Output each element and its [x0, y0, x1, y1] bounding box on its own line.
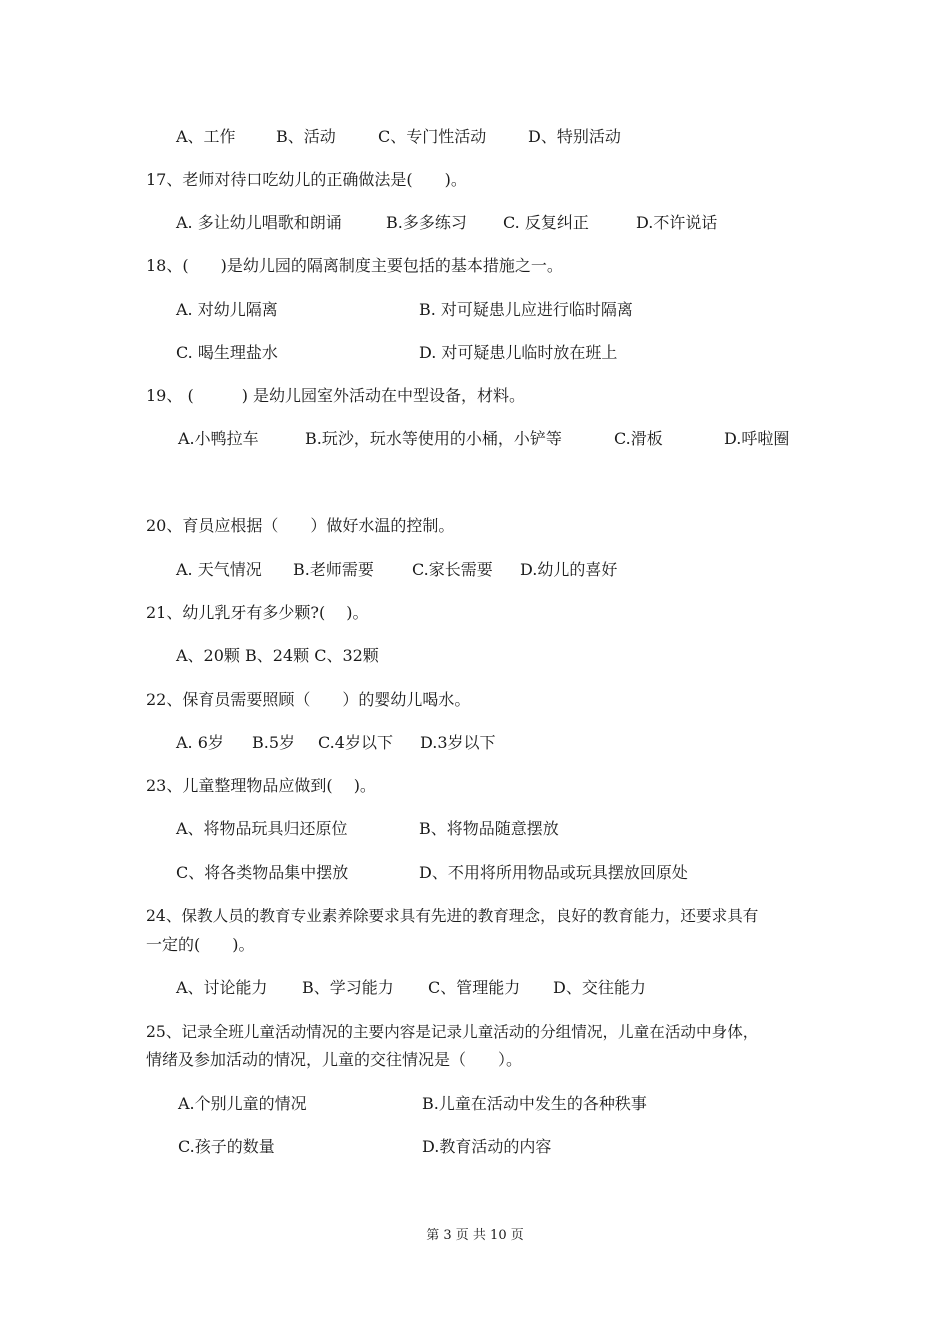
q18-option-d: D. 对可疑患儿临时放在班上 — [419, 343, 618, 362]
q20-stem: 20、育员应根据（ ）做好水温的控制。 — [146, 516, 455, 535]
q23-stem: 23、儿童整理物品应做到( )。 — [146, 776, 376, 795]
q23-option-c: C、将各类物品集中摆放 — [176, 863, 349, 882]
q19-option-b: B.玩沙，玩水等使用的小桶，小铲等 — [305, 429, 562, 448]
q25-stem-line1: 25、记录全班儿童活动情况的主要内容是记录儿童活动的分组情况，儿童在活动中身体， — [146, 1023, 759, 1041]
q17-option-a: A. 多让幼儿唱歌和朗诵 — [176, 213, 342, 232]
q25-option-b: B.儿童在活动中发生的各种秩事 — [422, 1094, 647, 1113]
q24-stem-line1: 24、保教人员的教育专业素养除要求具有先进的教育理念，良好的教育能力，还要求具有 — [146, 907, 759, 925]
q25-option-d: D.教育活动的内容 — [422, 1137, 552, 1156]
q22-option-d: D.3岁以下 — [420, 733, 496, 752]
q24-option-d: D、交往能力 — [553, 978, 646, 997]
q25-option-c: C.孩子的数量 — [178, 1137, 275, 1156]
q20-option-a: A. 天气情况 — [176, 560, 262, 579]
q20-option-b: B.老师需要 — [293, 560, 374, 579]
q22-option-c: C.4岁以下 — [318, 733, 393, 752]
q21-stem: 21、幼儿乳牙有多少颗?( )。 — [146, 603, 369, 622]
q22-stem: 22、保育员需要照顾（ ）的婴幼儿喝水。 — [146, 690, 471, 709]
q24-stem-line2: 一定的( )。 — [146, 935, 255, 954]
q18-stem: 18、( )是幼儿园的隔离制度主要包括的基本措施之一。 — [146, 256, 563, 275]
q20-option-d: D.幼儿的喜好 — [520, 560, 618, 579]
q16-option-a: A、工作 — [176, 127, 236, 146]
q17-option-b: B.多多练习 — [386, 213, 467, 232]
q23-option-a: A、将物品玩具归还原位 — [176, 819, 348, 838]
q18-option-c: C. 喝生理盐水 — [176, 343, 278, 362]
q21-options: A、20颗 B、24颗 C、32颗 — [176, 646, 379, 665]
q23-option-d: D、不用将所用物品或玩具摆放回原处 — [419, 863, 688, 882]
q22-option-a: A. 6岁 — [176, 733, 224, 752]
q17-option-d: D.不许说话 — [636, 213, 718, 232]
q25-stem-line2: 情绪及参加活动的情况，儿童的交往情况是（ ）。 — [146, 1050, 523, 1069]
q24-option-a: A、讨论能力 — [176, 978, 268, 997]
q25-option-a: A.个别儿童的情况 — [178, 1094, 307, 1113]
q24-option-c: C、管理能力 — [428, 978, 521, 997]
q18-option-b: B. 对可疑患儿应进行临时隔离 — [419, 300, 633, 319]
q19-option-a: A.小鸭拉车 — [178, 429, 259, 448]
q20-option-c: C.家长需要 — [412, 560, 493, 579]
page-footer: 第 3 页 共 10 页 — [426, 1228, 524, 1243]
q23-option-b: B、将物品随意摆放 — [419, 819, 559, 838]
q19-option-d: D.呼啦圈 — [724, 429, 790, 448]
q17-option-c: C. 反复纠正 — [503, 213, 589, 232]
q19-option-c: C.滑板 — [614, 429, 663, 448]
q16-option-d: D、特别活动 — [528, 127, 621, 146]
q19-stem: 19、 ( ) 是幼儿园室外活动在中型设备，材料。 — [146, 386, 526, 405]
q16-option-b: B、活动 — [276, 127, 336, 146]
q17-stem: 17、老师对待口吃幼儿的正确做法是( )。 — [146, 170, 467, 189]
q16-option-c: C、专门性活动 — [378, 127, 487, 146]
q22-option-b: B.5岁 — [252, 733, 296, 752]
q18-option-a: A. 对幼儿隔离 — [176, 300, 278, 319]
q24-option-b: B、学习能力 — [302, 978, 394, 997]
